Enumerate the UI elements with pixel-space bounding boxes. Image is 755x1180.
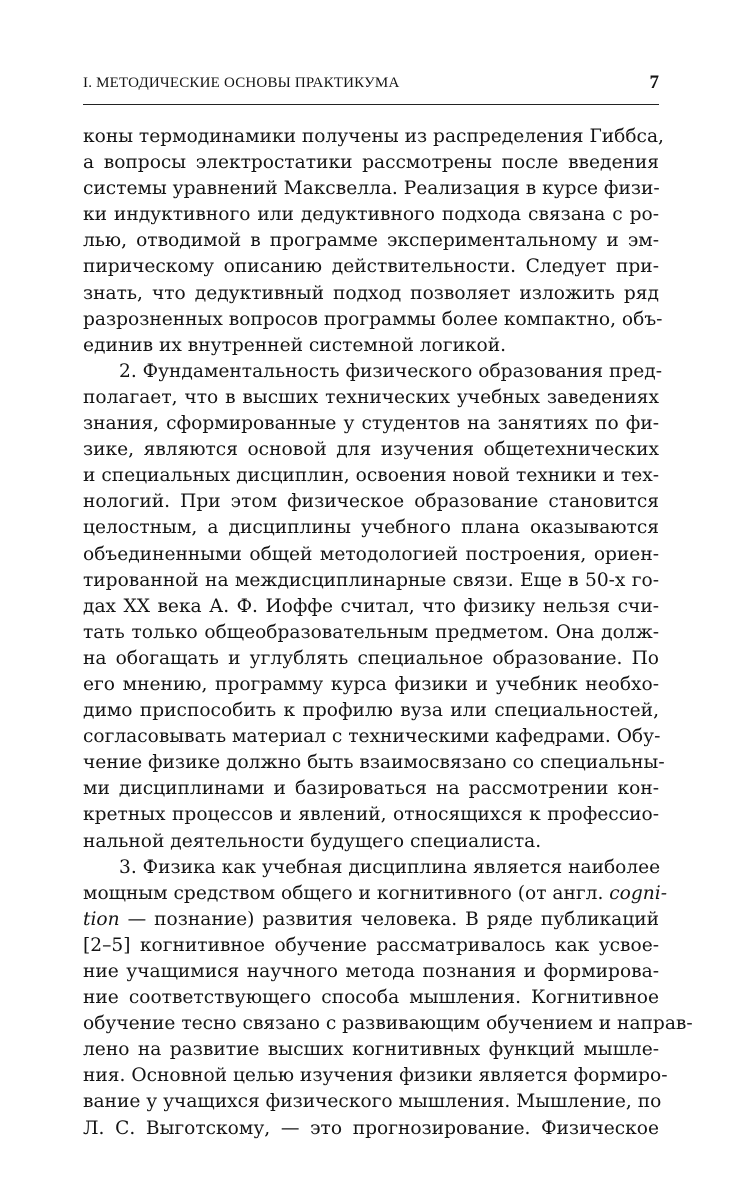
text-line: системы уравнений Максвелла. Реализация в курсе физи-	[83, 178, 660, 200]
text-line: зике, являются основой для изучения общетехнических	[83, 439, 659, 461]
text-line-with-italic: tion — познание) развития человека. В ряде публикаций	[83, 908, 659, 930]
italic-term: tion	[83, 908, 120, 930]
text-line: согласовывать материал с техническими кафедрами. Обу-	[83, 726, 661, 748]
text-line: кретных процессов и явлений, относящихся к профессио-	[83, 804, 659, 826]
text-line: вание у учащихся физического мышления. Мышление, по	[83, 1091, 662, 1113]
text-line: дах XX века А. Ф. Иоффе считал, что физику нельзя счи-	[83, 595, 659, 617]
text-line: обучение тесно связано с развивающим обучением и направ-	[83, 1013, 693, 1035]
paragraph-start-line: 2. Фундаментальность физического образования пред-	[119, 360, 663, 382]
paragraph-start-line: 3. Физика как учебная дисциплина является наиболее	[119, 856, 661, 878]
body-text	[83, 124, 693, 1142]
text-line: тать только общеобразовательным предметом. Она долж-	[83, 621, 659, 643]
text-line: знания, сформированные у студентов на занятиях по фи-	[83, 413, 659, 435]
text-line: ния. Основной целью изучения физики является формиро-	[83, 1065, 668, 1087]
text-line: ние соответствующего способа мышления. Когнитивное	[83, 987, 659, 1009]
text-line: лью, отводимой в программе экспериментальному и эм-	[83, 230, 659, 252]
text-line: его мнению, программу курса физики и учебник необхо-	[83, 673, 659, 695]
text-line: ми дисциплинами и базироваться на рассмотрении кон-	[83, 778, 659, 800]
text-line: ние учащимися научного метода познания и формирова-	[83, 961, 659, 982]
text-line: на обогащать и углублять специальное образование. По	[83, 647, 659, 669]
text-line: а вопросы электростатики рассмотрены после введения	[83, 152, 659, 174]
text-line: и специальных дисциплин, освоения новой техники и тех-	[83, 465, 659, 487]
text-line: лено на развитие высших когнитивных функций мышле-	[83, 1039, 659, 1061]
text-line: ки индуктивного или дедуктивного подхода связана с ро-	[83, 204, 659, 226]
text-line: [2–5] когнитивное обучение рассматривалось как усвое-	[83, 934, 659, 956]
running-header	[83, 68, 659, 105]
italic-term: cogni-	[609, 882, 667, 904]
text-line: нальной деятельности будущего специалиста.	[83, 830, 542, 852]
text-line: чение физике должно быть взаимосвязано со специальны-	[83, 752, 665, 774]
text-line: полагает, что в высших технических учебных заведениях	[83, 386, 659, 408]
page-number: 7	[649, 72, 659, 93]
text-line: целостным, а дисциплины учебного плана оказываются	[83, 517, 659, 539]
text-line: Л. С. Выготскому, — это прогнозирование. Физическое	[83, 1117, 659, 1139]
text-line: знать, что дедуктивный подход позволяет изложить ряд	[83, 282, 659, 304]
text-line: пирическому описанию действительности. Следует при-	[83, 256, 659, 278]
text-line: разрозненных вопросов программы более компактно, объ-	[83, 308, 663, 330]
text-line: единив их внутренней системной логикой.	[83, 334, 507, 356]
text-line-with-italic: мощным средством общего и когнитивного (от англ. cogni-	[83, 882, 667, 904]
text-line: объединенными общей методологией построения, ориен-	[83, 543, 659, 565]
chapter-title: I. МЕТОДИЧЕСКИЕ ОСНОВЫ ПРАКТИКУМА	[83, 75, 400, 91]
text-line: нологий. При этом физическое образование становится	[83, 491, 659, 513]
text-line: димо приспособить к профилю вуза или специальностей,	[83, 700, 659, 722]
text-line: коны термодинамики получены из распределения Гиббса,	[83, 126, 664, 147]
text-line: тированной на междисциплинарные связи. Еще в 50-х го-	[83, 569, 659, 591]
